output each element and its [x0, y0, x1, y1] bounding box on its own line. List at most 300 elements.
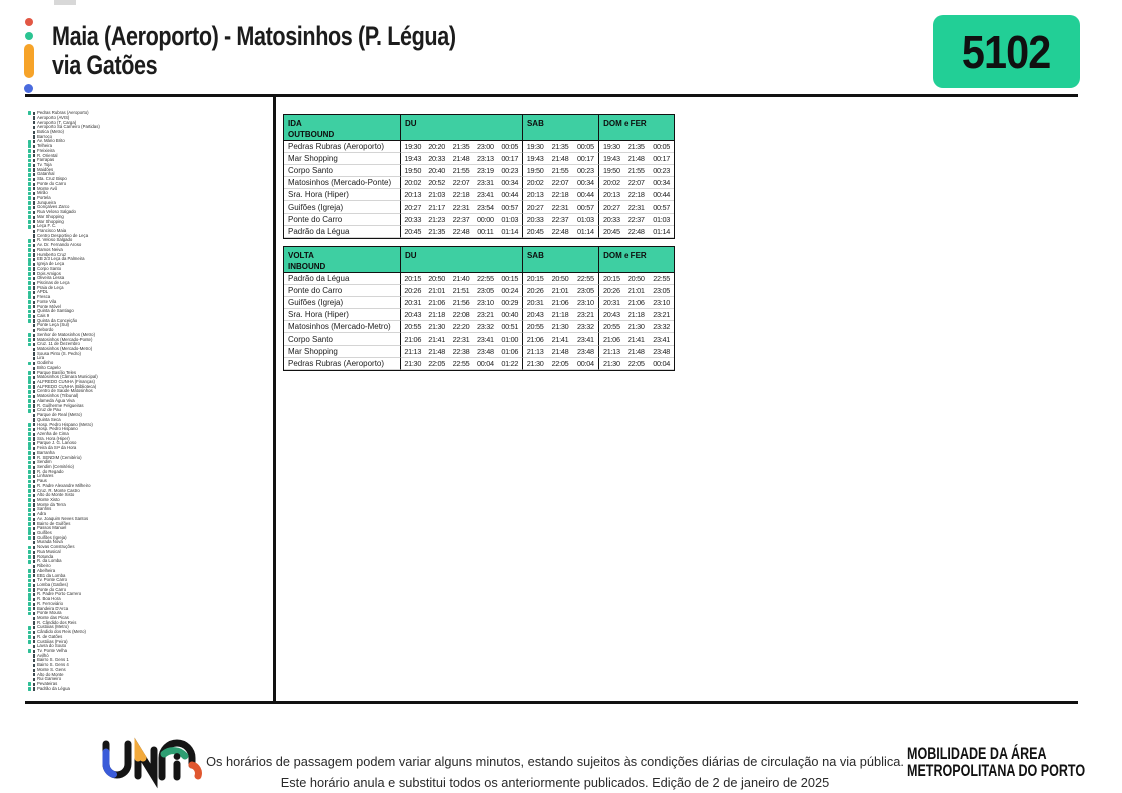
accessible-icon — [28, 522, 31, 526]
time-cell: 20:15 — [400, 273, 424, 285]
bus-stop-icon — [33, 211, 36, 214]
accessible-icon — [28, 456, 31, 460]
time-cell: 21:03 — [424, 189, 448, 201]
stop-name: Aeroporto (AVIS) — [36, 114, 70, 120]
accessible-icon — [28, 253, 31, 257]
bus-stop-icon — [33, 135, 36, 138]
stop-name: Dois Amigos — [36, 270, 61, 276]
bus-stop-icon — [33, 197, 36, 200]
stop-name: Alameda Água Viva — [36, 397, 75, 403]
stop-name: Leça F. C. — [36, 223, 57, 229]
bus-stop-icon — [33, 612, 36, 615]
bus-stop-icon — [33, 428, 36, 431]
accessible-icon — [28, 286, 31, 290]
screen-artifact — [54, 0, 76, 5]
time-cell: 20:33 — [400, 214, 424, 226]
time-cell: 21:06 — [547, 297, 572, 309]
time-cell: 20:52 — [424, 177, 448, 189]
time-cell: 21:48 — [624, 153, 649, 165]
stop-name: Bairro S. Gens 4 — [36, 662, 69, 668]
time-cell: 22:18 — [449, 189, 473, 201]
time-cell: 00:17 — [649, 153, 674, 165]
accessible-icon — [28, 687, 31, 691]
time-cell: 23:21 — [649, 309, 674, 321]
bus-stop-icon — [33, 216, 36, 219]
time-cell: 21:30 — [424, 321, 448, 333]
bus-stop-icon — [33, 239, 36, 242]
accessible-icon — [28, 494, 31, 498]
accessible-icon — [28, 593, 31, 597]
time-cell: 23:41 — [473, 333, 497, 345]
time-cell: 23:48 — [473, 346, 497, 358]
stop-name: Monte Avô — [36, 185, 58, 191]
stop-name: Alto do Monte — [36, 671, 64, 677]
time-cell: 20:31 — [598, 297, 623, 309]
timetable-stop-name: Guifões (Igreja) — [284, 201, 400, 213]
footer-note-line2: Este horário anula e substitui todos os anteriormente publicados. Edição de 2 de janeiro de 2025 — [280, 774, 830, 790]
time-cell: 21:30 — [547, 321, 572, 333]
time-cell: 00:05 — [649, 141, 674, 153]
accessible-icon — [28, 480, 31, 484]
bus-stop-icon — [33, 480, 36, 483]
bus-stop-icon — [33, 145, 36, 148]
accessible-icon — [28, 305, 31, 309]
stop-name: Monte da Terra — [36, 501, 66, 507]
time-cell: 00:40 — [498, 309, 522, 321]
time-cell: 21:01 — [624, 285, 649, 297]
time-cell: 22:31 — [449, 201, 473, 213]
stop-name: R. Oriental — [36, 152, 58, 158]
time-cell: 21:06 — [424, 297, 448, 309]
bus-stop-icon — [33, 650, 36, 653]
daytype-header: DOM e FER — [598, 115, 674, 141]
accessible-icon — [28, 588, 31, 592]
accessible-icon — [28, 607, 31, 611]
accessible-icon — [28, 602, 31, 606]
accessible-icon — [28, 536, 31, 540]
time-cell: 00:57 — [498, 201, 522, 213]
stop-name: R. Padre Porto Carrero — [36, 591, 82, 597]
accessible-icon — [28, 390, 31, 394]
time-cell: 21:30 — [624, 321, 649, 333]
accessible-icon — [28, 385, 31, 389]
stop-name: Padrão da Légua — [36, 685, 70, 691]
daytype-header: DU — [400, 115, 522, 141]
bus-stop-icon — [33, 150, 36, 153]
timetable-stop-name: Corpo Santo — [284, 333, 400, 345]
bus-stop-icon — [33, 645, 36, 648]
stop-name: R. Boa Hora — [36, 596, 61, 602]
stop-name: Farrapas — [36, 157, 55, 163]
direction-sublabel: OUTBOUND — [288, 129, 335, 139]
stop-name: Bairro S. Gens 1 — [36, 657, 69, 663]
stop-name: Feira da Srª da Hora — [36, 445, 77, 451]
bus-stop-icon — [33, 603, 36, 606]
stop-name: R. Veloso Salgado — [36, 237, 73, 243]
stop-name: Parque J. G. Lanoso — [36, 440, 77, 446]
stop-name: Pevateiras — [36, 681, 58, 687]
bus-stop-icon — [33, 206, 36, 209]
time-cell: 20:31 — [522, 297, 547, 309]
bus-stop-icon — [33, 621, 36, 624]
accessible-icon — [28, 612, 31, 616]
timetable-stop-name: Corpo Santo — [284, 165, 400, 177]
bus-stop-icon — [33, 414, 36, 417]
time-cell: 22:48 — [449, 226, 473, 238]
stop-name: Freixieira — [36, 147, 55, 153]
accessible-icon — [28, 531, 31, 535]
time-cell: 20:43 — [522, 309, 547, 321]
bus-stop-icon — [33, 310, 36, 313]
time-cell: 23:10 — [573, 297, 598, 309]
accessible-icon — [28, 579, 31, 583]
bus-stop-icon — [33, 579, 36, 582]
bus-stop-icon — [33, 475, 36, 478]
timetable-stop-name: Matosinhos (Mercado-Ponte) — [284, 177, 400, 189]
stop-name: Tv. Toja — [36, 161, 52, 167]
time-cell: 20:02 — [598, 177, 623, 189]
stop-name: Quinta de Santiago — [36, 308, 74, 314]
stop-name: Ponte do Carro — [36, 180, 67, 186]
accessible-icon — [28, 248, 31, 252]
stop-name: Matosinhos (Câmara Municipal) — [36, 374, 98, 380]
time-cell: 21:18 — [624, 309, 649, 321]
stop-name: Ponte do Carro — [36, 586, 67, 592]
route-number: 5102 — [962, 25, 1051, 78]
bus-stop-icon — [33, 598, 36, 601]
time-cell: 01:14 — [649, 226, 674, 238]
bus-stop-icon — [33, 400, 36, 403]
accessible-icon — [28, 465, 31, 469]
time-cell: 21:06 — [624, 297, 649, 309]
stop-name: Telheira — [36, 143, 53, 149]
time-cell: 21:30 — [522, 358, 547, 370]
brand-dot-blue-icon — [24, 84, 33, 93]
bus-stop-icon — [33, 551, 36, 554]
bus-stop-icon — [33, 522, 36, 525]
stop-name: Cruz de Pau — [36, 407, 61, 413]
time-cell: 01:03 — [573, 214, 598, 226]
time-cell: 20:45 — [400, 226, 424, 238]
bus-stop-icon — [33, 126, 36, 129]
time-cell: 00:17 — [573, 153, 598, 165]
stop-name: Guifões (Igreja) — [36, 534, 67, 540]
accessible-icon — [28, 215, 31, 219]
accessible-icon — [28, 527, 31, 531]
time-cell: 23:32 — [649, 321, 674, 333]
accessible-icon — [28, 437, 31, 441]
stop-name: Cândido dos Reis (Metro) — [36, 629, 86, 635]
time-cell: 23:48 — [649, 346, 674, 358]
stop-name: ALFREDO CUNHA (Finanças) — [36, 379, 95, 385]
direction-label: IDA — [288, 118, 302, 128]
bus-stop-icon — [33, 555, 36, 558]
stop-name: Maidões — [36, 166, 54, 172]
time-cell: 21:13 — [400, 346, 424, 358]
time-cell: 01:22 — [498, 358, 522, 370]
stop-name: Sendim — [36, 459, 52, 465]
stop-name: Rua Veloso Salgado — [36, 209, 76, 215]
bus-stop-icon — [33, 518, 36, 521]
time-cell: 00:57 — [573, 201, 598, 213]
time-cell: 00:44 — [573, 189, 598, 201]
time-cell: 21:48 — [424, 346, 448, 358]
time-cell: 20:50 — [424, 273, 448, 285]
bus-stop-icon — [33, 334, 36, 337]
stop-name: Rotunda — [36, 553, 54, 559]
bus-stop-icon — [33, 636, 36, 639]
accessible-icon — [28, 159, 31, 163]
time-cell: 20:43 — [598, 309, 623, 321]
bus-stop-icon — [33, 631, 36, 634]
time-cell: 22:55 — [573, 273, 598, 285]
bus-stop-icon — [33, 277, 36, 280]
time-cell: 22:07 — [547, 177, 572, 189]
bus-stop-icon — [33, 683, 36, 686]
bus-stop-icon — [33, 654, 36, 657]
stop-name: Monte das Picas — [36, 614, 69, 620]
time-cell: 21:30 — [400, 358, 424, 370]
stop-name: Matosinhos (Tribunal) — [36, 393, 79, 399]
bus-stop-icon — [33, 296, 36, 299]
stop-name: Barroco — [36, 133, 53, 139]
accessible-icon — [28, 682, 31, 686]
direction-sublabel: INBOUND — [288, 261, 326, 271]
stop-name: Godinho — [36, 360, 54, 366]
time-cell: 20:45 — [522, 226, 547, 238]
time-cell: 01:00 — [498, 333, 522, 345]
time-cell: 21:35 — [449, 141, 473, 153]
time-cell: 00:04 — [473, 358, 497, 370]
stop-name: ALFREDO CUNHA (Biblioteca) — [36, 383, 97, 389]
time-cell: 22:05 — [547, 358, 572, 370]
bus-stop-icon — [33, 367, 36, 370]
accessible-icon — [28, 300, 31, 304]
stop-name: EB 2/3 Leça da Palmeira — [36, 256, 85, 262]
bus-stop-icon — [33, 319, 36, 322]
bus-stop-icon — [33, 423, 36, 426]
time-cell: 22:31 — [449, 333, 473, 345]
time-cell: 20:13 — [400, 189, 424, 201]
stop-row — [28, 687, 268, 692]
timetable-stop-name: Padrão da Légua — [284, 226, 400, 238]
accessible-icon — [28, 196, 31, 200]
stop-name: Pedras Rubras (Aeroporto) — [36, 110, 89, 116]
bus-stop-icon — [33, 192, 36, 195]
bus-stop-icon — [33, 390, 36, 393]
bus-stop-icon — [33, 357, 36, 360]
time-cell: 19:30 — [598, 141, 623, 153]
stop-name: Av. Mário Brito — [36, 138, 65, 144]
stop-name: Monte Xisto — [36, 497, 60, 502]
time-cell: 20:40 — [424, 165, 448, 177]
daytype-header: DU — [400, 247, 522, 273]
stop-name: Fresca — [36, 294, 51, 300]
daytype-header: SAB — [522, 115, 598, 141]
accessible-icon — [28, 631, 31, 635]
bus-stop-icon — [33, 154, 36, 157]
stop-name: Matosinhos (Mercado-Ponte) — [36, 336, 93, 342]
accessible-icon — [28, 192, 31, 196]
stop-name: Brito Capelo — [36, 364, 61, 370]
stop-name: Mar Shopping — [36, 218, 64, 224]
time-cell: 22:07 — [624, 177, 649, 189]
time-cell: 21:48 — [449, 153, 473, 165]
daytype-header: DOM e FER — [598, 247, 674, 273]
footer-divider — [25, 701, 1078, 704]
time-cell: 20:13 — [598, 189, 623, 201]
accessible-icon — [28, 395, 31, 399]
time-cell: 00:44 — [498, 189, 522, 201]
direction-header — [284, 115, 400, 141]
bus-stop-icon — [33, 178, 36, 181]
bus-stop-icon — [33, 687, 36, 690]
accessible-icon — [28, 461, 31, 465]
bus-stop-icon — [33, 385, 36, 388]
accessible-icon — [28, 376, 31, 380]
time-cell: 20:33 — [424, 153, 448, 165]
time-cell: 20:27 — [522, 201, 547, 213]
accessible-icon — [28, 225, 31, 229]
accessible-icon — [28, 310, 31, 314]
bus-stop-icon — [33, 527, 36, 530]
bus-stop-icon — [33, 466, 36, 469]
stop-name: Aeroporto (T. Carga) — [36, 119, 77, 125]
timetable-outbound — [283, 114, 675, 239]
time-cell: 20:27 — [400, 201, 424, 213]
time-cell: 21:55 — [624, 165, 649, 177]
stop-name: Linhares — [36, 473, 54, 479]
stop-name: Av. Joaquim Neves Santos — [36, 515, 89, 521]
bus-stop-icon — [33, 607, 36, 610]
stop-name: Praia de Leça — [36, 284, 64, 290]
bus-stop-icon — [33, 494, 36, 497]
bus-stop-icon — [33, 352, 36, 355]
time-cell: 20:31 — [400, 297, 424, 309]
stop-name: R. Guilherme Felgueiras — [36, 402, 84, 408]
stop-name: Guifões — [36, 530, 52, 536]
stop-name: Novas Construções — [36, 544, 75, 550]
bus-stop-icon — [33, 626, 36, 629]
amp-brand-text — [907, 746, 1085, 779]
bus-stop-icon — [33, 329, 36, 332]
bus-stop-icon — [33, 305, 36, 308]
accessible-icon — [28, 635, 31, 639]
time-cell: 21:13 — [598, 346, 623, 358]
accessible-icon — [28, 517, 31, 521]
time-cell: 22:07 — [449, 177, 473, 189]
time-cell: 23:19 — [473, 165, 497, 177]
time-cell: 00:23 — [649, 165, 674, 177]
bus-stop-icon — [33, 121, 36, 124]
bus-stop-icon — [33, 546, 36, 549]
time-cell: 20:02 — [522, 177, 547, 189]
time-cell: 20:33 — [598, 214, 623, 226]
accessible-icon — [28, 550, 31, 554]
time-cell: 22:48 — [547, 226, 572, 238]
time-cell: 21:35 — [624, 141, 649, 153]
footer-note-line1: Os horários de passagem podem variar alguns minutos, estando sujeitos às condições diárias de circulação na via pública. — [206, 754, 904, 769]
accessible-icon — [28, 319, 31, 323]
bus-stop-icon — [33, 640, 36, 643]
bus-stop-icon — [33, 442, 36, 445]
stop-name: Ponte Moura — [36, 610, 62, 616]
accessible-icon — [28, 244, 31, 248]
time-cell: 00:44 — [649, 189, 674, 201]
stop-name: Matosinhos (Mercado-Metro) — [36, 346, 93, 351]
time-cell: 01:14 — [573, 226, 598, 238]
time-cell: 00:15 — [498, 273, 522, 285]
bus-stop-icon — [33, 301, 36, 304]
time-cell: 22:31 — [624, 201, 649, 213]
time-cell: 20:50 — [547, 273, 572, 285]
timetable-stop-name: Guifões (Igreja) — [284, 297, 400, 309]
stop-name: Humberto Cruz — [36, 251, 67, 257]
bus-stop-icon — [33, 225, 36, 228]
accessible-icon — [28, 640, 31, 644]
time-cell: 21:35 — [547, 141, 572, 153]
time-cell: 22:18 — [547, 189, 572, 201]
bus-stop-icon — [33, 159, 36, 162]
time-cell: 21:18 — [424, 309, 448, 321]
stop-name: APDL — [36, 289, 49, 295]
time-cell: 20:27 — [598, 201, 623, 213]
accessible-icon — [28, 178, 31, 182]
stop-name: Portela — [36, 195, 51, 200]
accessible-icon — [28, 173, 31, 177]
time-cell: 22:55 — [473, 273, 497, 285]
time-cell: 19:50 — [598, 165, 623, 177]
timetable-stop-name: Mar Shopping — [284, 346, 400, 358]
stop-name: Aeroporto Sá Carneiro (Partidas) — [36, 124, 100, 130]
brand-dot-green-icon — [25, 32, 33, 40]
time-cell: 00:04 — [573, 358, 598, 370]
bus-stop-icon — [33, 541, 36, 544]
bus-stop-icon — [33, 461, 36, 464]
stop-name: Passos Manuel — [36, 525, 67, 531]
accessible-icon — [28, 182, 31, 186]
time-cell: 23:05 — [573, 285, 598, 297]
stop-name: Quinta da Conceição — [36, 317, 78, 323]
accessible-icon — [28, 597, 31, 601]
stop-name: Barranha — [36, 449, 55, 455]
stop-name: Custóias (Feira) — [36, 638, 68, 644]
bus-stop-icon — [33, 116, 36, 119]
accessible-icon — [28, 168, 31, 172]
direction-label: VOLTA — [288, 250, 314, 260]
accessible-icon — [28, 442, 31, 446]
time-cell: 22:20 — [449, 321, 473, 333]
time-cell: 23:32 — [473, 321, 497, 333]
time-cell: 21:23 — [424, 214, 448, 226]
time-cell: 00:34 — [649, 177, 674, 189]
bus-stop-icon — [33, 508, 36, 511]
time-cell: 00:23 — [573, 165, 598, 177]
bus-stop-icon — [33, 437, 36, 440]
stop-name: Ponte Leça (Sul) — [36, 322, 69, 328]
accessible-icon — [28, 262, 31, 266]
stop-name: R. Padre Alexandre Milheiro — [36, 482, 91, 488]
timetable-stop-name: Pedras Rubras (Aeroporto) — [284, 358, 400, 370]
accessible-icon — [28, 154, 31, 158]
time-cell: 22:05 — [424, 358, 448, 370]
time-cell: 00:04 — [649, 358, 674, 370]
bus-stop-icon — [33, 584, 36, 587]
bus-stop-icon — [33, 272, 36, 275]
time-cell: 23:10 — [473, 297, 497, 309]
bus-stop-icon — [33, 381, 36, 384]
time-cell: 19:43 — [522, 153, 547, 165]
